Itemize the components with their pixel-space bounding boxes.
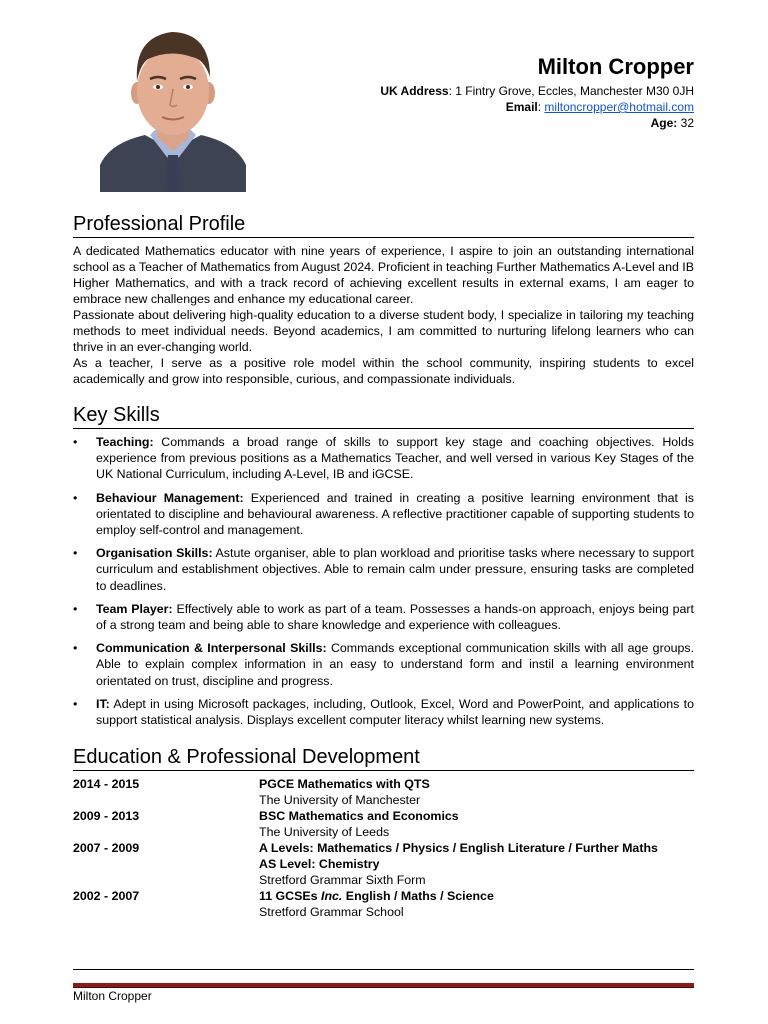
qualification-suffix: English / Maths / Science (342, 889, 494, 903)
skill-title: Team Player: (96, 601, 173, 616)
institution: The University of Manchester (259, 793, 421, 807)
age-value: 32 (677, 116, 694, 130)
footer-divider (73, 969, 694, 970)
skills-list (73, 434, 694, 735)
skill-title: Teaching: (96, 435, 154, 449)
education-detail (259, 888, 494, 920)
skill-item (73, 696, 694, 728)
bullet-icon: • (73, 490, 78, 505)
email-separator: : (537, 100, 545, 114)
institution: The University of Leeds (259, 825, 390, 839)
email-label: Email (505, 100, 538, 114)
skill-item (73, 490, 694, 539)
profile-photo (100, 15, 246, 192)
skill-item (73, 601, 694, 633)
address-line (380, 83, 694, 99)
skill-item (73, 640, 694, 689)
skill-title: Organisation Skills: (96, 546, 213, 561)
qualification: A Levels: Mathematics / Physics / English Literature / Further Maths (259, 841, 658, 855)
email-link[interactable]: miltoncropper@hotmail.com (544, 100, 694, 114)
skill-item (73, 545, 694, 594)
skill-title: Communication & Interpersonal Skills: (96, 641, 327, 656)
qualification (259, 888, 494, 904)
education-entry (73, 840, 694, 888)
skill-text: Commands exceptional communication skills with all age groups. Able to explain complex information in an easy to understand form and instil a learning environment orientated on trust, discipline and progress. (96, 641, 695, 688)
skills-heading: Key Skills (73, 403, 694, 429)
skill-text: Adept in using Microsoft packages, including, Outlook, Excel, Word and PowerPoint, and applications to support statistical analysis. Displays excellent computer literacy whilst learning new systems. (96, 696, 694, 728)
qualification: BSC Mathematics and Economics (259, 809, 459, 823)
profile-text (73, 243, 694, 387)
skill-title: Behaviour Management: (96, 490, 244, 505)
education-detail (259, 776, 430, 808)
education-years: 2002 - 2007 (73, 889, 140, 903)
qualification-secondary: AS Level: Chemistry (259, 857, 380, 871)
footer-name: Milton Cropper (73, 989, 152, 1003)
bullet-icon: • (73, 546, 78, 561)
age-label: Age: (650, 116, 678, 130)
skill-title: IT: (96, 696, 110, 711)
qualification-italic: Inc. (321, 889, 343, 903)
bullet-icon: • (73, 641, 78, 656)
education-years: 2009 - 2013 (73, 809, 140, 823)
qualification: PGCE Mathematics with QTS (259, 777, 430, 791)
footer-accent-bar (73, 983, 694, 988)
skill-text: Experienced and trained in creating a positive learning environment that is orientated to discipline and behavioural awareness. A reflective practitioner capable of supporting students to employ self-control and management. (96, 490, 694, 538)
address-label: UK Address (380, 84, 449, 98)
skill-text: Commands a broad range of skills to support key stage and coaching objectives. Holds experience from previous positions as a Mathematics Teacher, and well versed in various Key Stages of the UK National Curriculum, including A-Level, IB and iGCSE. (96, 435, 694, 482)
skill-text: Effectively able to work as part of a team. Possesses a hands-on approach, enjoys being part of a strong team and being able to share knowledge and experience with colleagues. (96, 601, 694, 633)
education-entry (73, 888, 694, 920)
bullet-icon: • (73, 696, 78, 711)
education-list (73, 776, 694, 920)
bullet-icon: • (73, 601, 78, 616)
portrait-image (100, 15, 246, 192)
qualification-prefix: 11 GCSEs (259, 889, 321, 903)
profile-paragraph: A dedicated Mathematics educator with nine years of experience, I aspire to join an outstanding international school as a Teacher of Mathematics from August 2024. Proficient in teaching Further Mathematics A-Level and IB Higher Mathematics, and with a track record of achieving excellent results in external exams, I am eager to embrace new challenges and enhance my educational career. (73, 244, 694, 306)
candidate-name: Milton Cropper (537, 54, 694, 79)
education-years: 2014 - 2015 (73, 777, 140, 791)
profile-paragraph: As a teacher, I serve as a positive role model within the school community, inspiring students to excel academically and grow into responsible, curious, and compassionate individuals. (73, 356, 694, 386)
institution: Stretford Grammar School (259, 905, 404, 919)
address-value: : 1 Fintry Grove, Eccles, Manchester M30 0JH (448, 84, 694, 98)
email-line (380, 99, 694, 115)
contact-block (380, 54, 694, 131)
age-line (380, 115, 694, 131)
education-detail (259, 840, 658, 888)
education-detail (259, 808, 459, 840)
skill-text: Astute organiser, able to plan workload and prioritise tasks where necessary to support curriculum and establishment objectives. Able to remain calm under pressure, ensuring tasks are completed to deadlines. (96, 546, 694, 593)
bullet-icon: • (73, 435, 78, 449)
profile-heading: Professional Profile (73, 212, 694, 238)
profile-paragraph: Passionate about delivering high-quality education to a diverse student body, I specialize in tailoring my teaching methods to meet individual needs. Beyond academics, I am committed to nurturing lifelong learners who can thrive in an ever-changing world. (73, 308, 694, 354)
institution: Stretford Grammar Sixth Form (259, 873, 426, 887)
education-heading: Education & Professional Development (73, 745, 694, 771)
education-years: 2007 - 2009 (73, 841, 140, 855)
education-entry (73, 808, 694, 840)
skill-item (73, 434, 694, 483)
education-entry (73, 776, 694, 808)
